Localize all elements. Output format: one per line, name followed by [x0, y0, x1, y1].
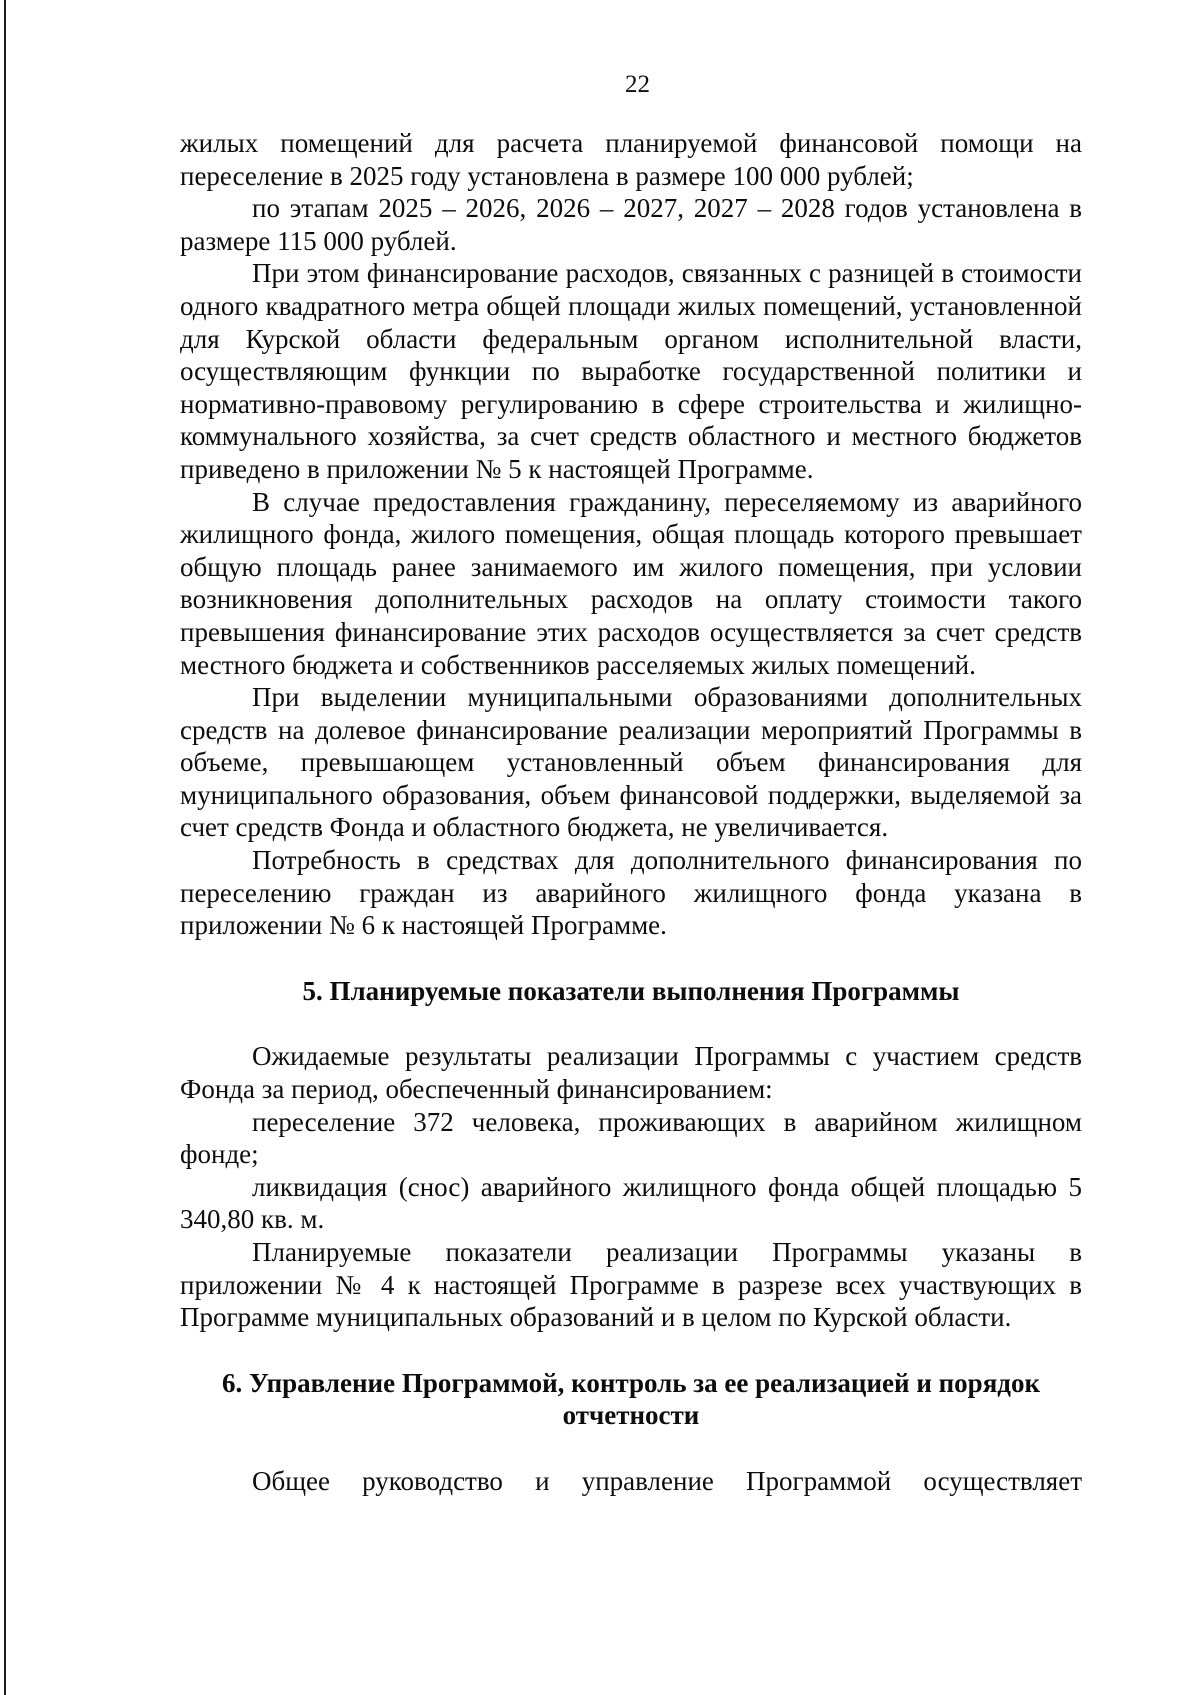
page-number: 22 [625, 71, 650, 98]
paragraph: переселение 372 человека, проживающих в аварийном жилищном фонде; [180, 1106, 1082, 1170]
paragraph: Ожидаемые результаты реализации Программы с участием средств Фонда за период, обеспеченный финансированием: [180, 1041, 1082, 1105]
body-text [180, 127, 1082, 1498]
paragraph: Общее руководство и управление Программой осуществляет [252, 1465, 1082, 1496]
section-5-heading: 5. Планируемые показатели выполнения Программы [302, 975, 960, 1006]
paragraph: При этом финансирование расходов, связанных с разницей в стоимости одного квадратного метра общей площади жилых помещений, установленной для Курской области федеральным органом исполнительной власти, осуществляющим функции по выработке государственной политики и нормативно-правовому регулированию в сфере строительства и жилищно-коммунального хозяйства, за счет средств областного и местного бюджетов приведено в приложении № 5 к настоящей Программе. [180, 258, 1082, 484]
paragraph: ликвидация (снос) аварийного жилищного фонда общей площадью 5 340,80 кв. м. [180, 1171, 1082, 1235]
paragraph: При выделении муниципальными образованиями дополнительных средств на долевое финансирование реализации мероприятий Программы в объеме, превышающем установленный объем финансирования для муниципального образования, объем финансовой поддержки, выделяемой за счет средств Фонда и областного бюджета, не увеличивается. [180, 682, 1082, 843]
section-6-heading: 6. Управление Программой, контроль за ее реализацией и порядок отчетности [221, 1367, 1041, 1431]
paragraph-continued: жилых помещений для расчета планируемой финансовой помощи на переселение в 2025 году установлена в размере 100 000 рублей; [180, 128, 1082, 191]
paragraph: В случае предоставления гражданину, переселяемому из аварийного жилищного фонда, жилого помещения, общая площадь которого превышает общую площадь ранее занимаемого им жилого помещения, при условии возникновения дополнительных расходов на оплату стоимости такого превышения финансирование этих расходов осуществляется за счет средств местного бюджета и собственников расселяемых жилых помещений. [180, 486, 1082, 680]
scan-edge-line [4, 0, 6, 1695]
paragraph: Потребность в средствах для дополнительного финансирования по переселению граждан из аварийного жилищного фонда указана в приложении № 6 к настоящей Программе. [180, 845, 1082, 941]
paragraph: по этапам 2025 – 2026, 2026 – 2027, 2027 – 2028 годов установлена в размере 115 000 рублей. [180, 193, 1082, 256]
paragraph: Планируемые показатели реализации Программы указаны в приложении № 4 к настоящей Программе в разрезе всех участвующих в Программе муниципальных образований и в целом по Курской области. [180, 1237, 1082, 1333]
